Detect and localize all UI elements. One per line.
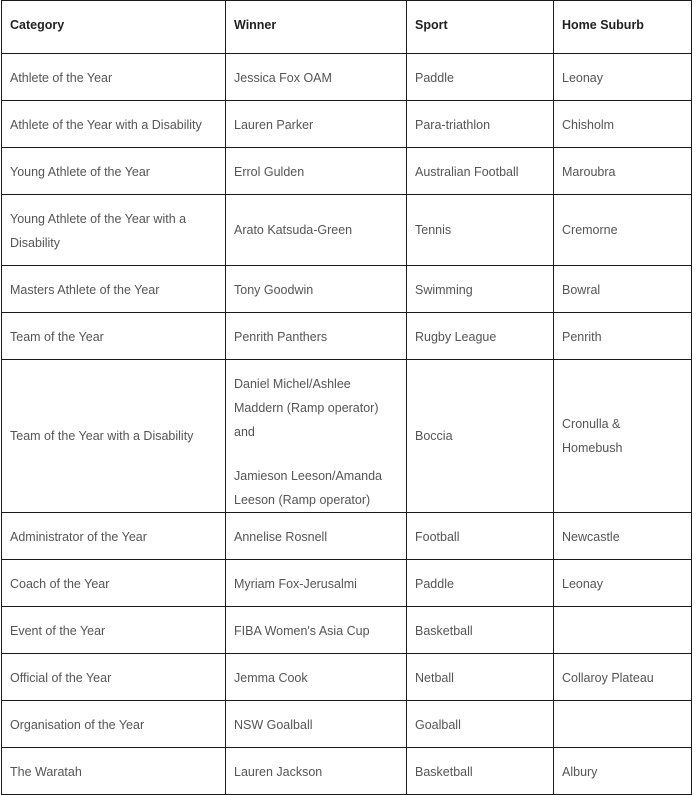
suburb-cell: Chisholm <box>554 101 692 148</box>
category-cell: Official of the Year <box>2 654 226 701</box>
suburb-cell: Cremorne <box>554 195 692 266</box>
sport-cell: Basketball <box>407 748 554 795</box>
category-cell: Team of the Year <box>2 313 226 360</box>
suburb-cell <box>554 607 692 654</box>
winner-cell: Penrith Panthers <box>226 313 407 360</box>
table-row <box>2 607 692 654</box>
category-cell: The Waratah <box>2 748 226 795</box>
suburb-cell: Bowral <box>554 266 692 313</box>
table-row <box>2 654 692 701</box>
table-row <box>2 54 692 101</box>
winner-cell: Arato Katsuda-Green <box>226 195 407 266</box>
sport-cell: Tennis <box>407 195 554 266</box>
suburb-cell: Penrith <box>554 313 692 360</box>
header-sport: Sport <box>407 1 554 54</box>
sport-cell: Basketball <box>407 607 554 654</box>
table-row <box>2 195 692 266</box>
winner-line: Jamieson Leeson/Amanda Leeson (Ramp operator) <box>234 469 383 507</box>
category-cell: Young Athlete of the Year <box>2 148 226 195</box>
winner-cell: Jessica Fox OAM <box>226 54 407 101</box>
category-cell: Athlete of the Year <box>2 54 226 101</box>
category-cell: Organisation of the Year <box>2 701 226 748</box>
winner-line: Daniel Michel/Ashlee Maddern (Ramp operator) and <box>234 377 379 439</box>
table-row <box>2 748 692 795</box>
winner-cell: Lauren Parker <box>226 101 407 148</box>
table-row <box>2 313 692 360</box>
table-row <box>2 560 692 607</box>
sport-cell: Goalball <box>407 701 554 748</box>
suburb-cell: Leonay <box>554 560 692 607</box>
category-cell: Event of the Year <box>2 607 226 654</box>
category-cell: Masters Athlete of the Year <box>2 266 226 313</box>
winner-cell: Myriam Fox-Jerusalmi <box>226 560 407 607</box>
suburb-cell: Newcastle <box>554 513 692 560</box>
suburb-cell: Leonay <box>554 54 692 101</box>
suburb-cell: Collaroy Plateau <box>554 654 692 701</box>
category-cell: Athlete of the Year with a Disability <box>2 101 226 148</box>
paragraph-gap <box>234 444 398 464</box>
sport-cell: Paddle <box>407 54 554 101</box>
table-row <box>2 148 692 195</box>
table-row <box>2 701 692 748</box>
sport-cell: Netball <box>407 654 554 701</box>
suburb-cell: Cronulla & Homebush <box>554 360 692 513</box>
awards-table <box>1 0 692 795</box>
category-cell: Young Athlete of the Year with a Disability <box>2 195 226 266</box>
category-cell: Administrator of the Year <box>2 513 226 560</box>
category-cell: Coach of the Year <box>2 560 226 607</box>
table-row <box>2 513 692 560</box>
sport-cell: Boccia <box>407 360 554 513</box>
winner-cell: Lauren Jackson <box>226 748 407 795</box>
category-cell: Team of the Year with a Disability <box>2 360 226 513</box>
sport-cell: Paddle <box>407 560 554 607</box>
table-row <box>2 266 692 313</box>
header-winner: Winner <box>226 1 407 54</box>
winner-cell: Errol Gulden <box>226 148 407 195</box>
sport-cell: Football <box>407 513 554 560</box>
winner-cell: Jemma Cook <box>226 654 407 701</box>
header-category: Category <box>2 1 226 54</box>
winner-cell: FIBA Women's Asia Cup <box>226 607 407 654</box>
sport-cell: Para-triathlon <box>407 101 554 148</box>
suburb-cell <box>554 701 692 748</box>
winner-cell <box>226 360 407 513</box>
winner-cell: Annelise Rosnell <box>226 513 407 560</box>
suburb-cell: Maroubra <box>554 148 692 195</box>
winner-cell: NSW Goalball <box>226 701 407 748</box>
suburb-cell: Albury <box>554 748 692 795</box>
sport-cell: Australian Football <box>407 148 554 195</box>
header-row <box>2 1 692 54</box>
table-row <box>2 101 692 148</box>
winner-cell: Tony Goodwin <box>226 266 407 313</box>
sport-cell: Swimming <box>407 266 554 313</box>
table-row <box>2 360 692 513</box>
header-home-suburb: Home Suburb <box>554 1 692 54</box>
sport-cell: Rugby League <box>407 313 554 360</box>
